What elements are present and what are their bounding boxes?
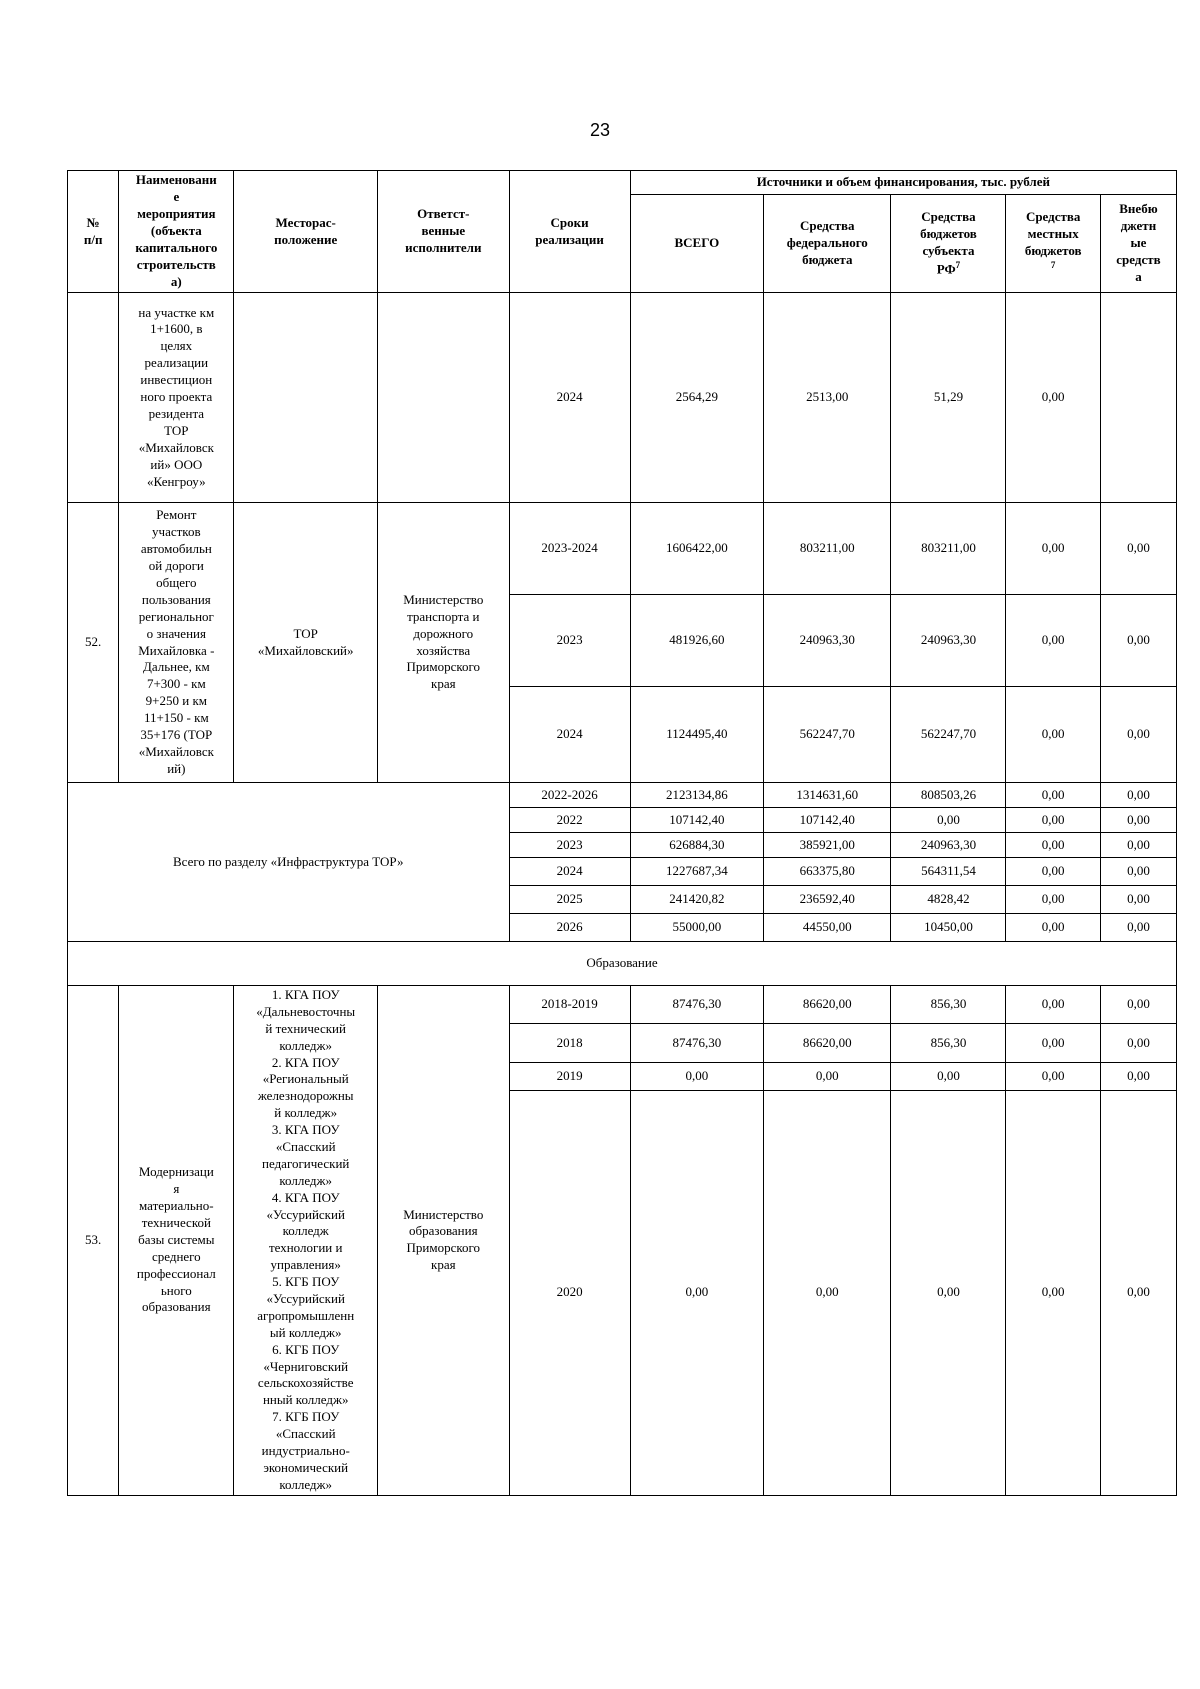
total-year: 2022-2026 (509, 783, 630, 808)
header-subject-footnote: 7 (955, 259, 961, 270)
row52-local: 0,00 (1006, 503, 1100, 595)
row52-num: 52. (68, 503, 119, 783)
row53-subject: 856,30 (891, 986, 1006, 1024)
row52-executor: Министерство транспорта и дорожного хозяйства Приморского края (378, 503, 509, 783)
row53-extra: 0,00 (1100, 1062, 1176, 1090)
row53-federal: 0,00 (764, 1062, 891, 1090)
table-row (68, 942, 1177, 986)
total-federal: 236592,40 (764, 886, 891, 914)
table-row (68, 986, 1177, 1024)
row53-subject: 0,00 (891, 1062, 1006, 1090)
row52-total: 1606422,00 (630, 503, 763, 595)
row52-subject: 803211,00 (891, 503, 1006, 595)
total-year: 2022 (509, 808, 630, 833)
row52-subject: 240963,30 (891, 595, 1006, 687)
row52-subject: 562247,70 (891, 687, 1006, 783)
total-total: 626884,30 (630, 833, 763, 858)
table-row (68, 503, 1177, 595)
total-year: 2025 (509, 886, 630, 914)
total-extra: 0,00 (1100, 783, 1176, 808)
total-subject: 4828,42 (891, 886, 1006, 914)
row53-local: 0,00 (1006, 1062, 1100, 1090)
total-year: 2024 (509, 858, 630, 886)
table-row (68, 783, 1177, 808)
total-local: 0,00 (1006, 858, 1100, 886)
table-row (68, 293, 1177, 503)
header-federal: Средства федерального бюджета (764, 195, 891, 293)
row52-federal: 240963,30 (764, 595, 891, 687)
header-subject-label: Средства бюджетов субъекта РФ (920, 209, 977, 277)
total-federal: 107142,40 (764, 808, 891, 833)
cont-executor (378, 293, 509, 503)
row52-total: 1124495,40 (630, 687, 763, 783)
total-local: 0,00 (1006, 833, 1100, 858)
row53-local: 0,00 (1006, 1024, 1100, 1062)
header-extra: Внебю джетн ые средств а (1100, 195, 1176, 293)
row52-total: 481926,60 (630, 595, 763, 687)
header-location: Месторас- положение (234, 171, 378, 293)
total-subject: 10450,00 (891, 914, 1006, 942)
row52-year: 2024 (509, 687, 630, 783)
total-federal: 1314631,60 (764, 783, 891, 808)
header-local (1006, 195, 1100, 293)
row52-extra: 0,00 (1100, 687, 1176, 783)
section-title: Образование (68, 942, 1177, 986)
row52-name: Ремонт участков автомобильн ой дороги общего пользования региональног о значения Михайловка - Дальнее, км 7+300 - км 9+250 и км 11+150 - км 35+176 (ТОР «Михайловск ий) (119, 503, 234, 783)
header-name: Наименовани е мероприятия (объекта капитального строительств а) (119, 171, 234, 293)
header-sources: Источники и объем финансирования, тыс. рублей (630, 171, 1176, 195)
total-subject: 0,00 (891, 808, 1006, 833)
row52-location: ТОР «Михайловский» (234, 503, 378, 783)
row52-federal: 562247,70 (764, 687, 891, 783)
total-local: 0,00 (1006, 808, 1100, 833)
cont-num (68, 293, 119, 503)
row53-num: 53. (68, 986, 119, 1496)
section-total-label: Всего по разделу «Инфраструктура ТОР» (68, 783, 510, 942)
row53-extra: 0,00 (1100, 986, 1176, 1024)
row53-total: 87476,30 (630, 986, 763, 1024)
header-executors: Ответст- венные исполнители (378, 171, 509, 293)
row53-executor: Министерство образования Приморского края (378, 986, 509, 1496)
total-total: 55000,00 (630, 914, 763, 942)
total-subject: 240963,30 (891, 833, 1006, 858)
row53-year: 2018 (509, 1024, 630, 1062)
cont-extra (1100, 293, 1176, 503)
total-local: 0,00 (1006, 886, 1100, 914)
row53-federal: 0,00 (764, 1091, 891, 1496)
row53-total: 87476,30 (630, 1024, 763, 1062)
header-terms: Сроки реализации (509, 171, 630, 293)
total-extra: 0,00 (1100, 808, 1176, 833)
header-num: № п/п (68, 171, 119, 293)
cont-total: 2564,29 (630, 293, 763, 503)
total-extra: 0,00 (1100, 886, 1176, 914)
total-year: 2023 (509, 833, 630, 858)
row53-federal: 86620,00 (764, 1024, 891, 1062)
total-extra: 0,00 (1100, 833, 1176, 858)
row53-year: 2018-2019 (509, 986, 630, 1024)
row52-federal: 803211,00 (764, 503, 891, 595)
cont-subject: 51,29 (891, 293, 1006, 503)
total-extra: 0,00 (1100, 858, 1176, 886)
total-total: 1227687,34 (630, 858, 763, 886)
header-local-footnote: 7 (1050, 259, 1056, 270)
cont-year: 2024 (509, 293, 630, 503)
row53-year: 2019 (509, 1062, 630, 1090)
total-total: 241420,82 (630, 886, 763, 914)
row52-extra: 0,00 (1100, 503, 1176, 595)
total-total: 2123134,86 (630, 783, 763, 808)
page-number: 23 (589, 120, 611, 140)
row52-year: 2023-2024 (509, 503, 630, 595)
header-total: ВСЕГО (630, 195, 763, 293)
row53-name: Модернизаци я материально- технической базы системы среднего профессионал ьного образования (119, 986, 234, 1496)
row52-extra: 0,00 (1100, 595, 1176, 687)
row53-total: 0,00 (630, 1062, 763, 1090)
row53-extra: 0,00 (1100, 1024, 1176, 1062)
header-local-label: Средства местных бюджетов (1024, 209, 1082, 258)
row53-subject: 856,30 (891, 1024, 1006, 1062)
row53-local: 0,00 (1006, 986, 1100, 1024)
total-total: 107142,40 (630, 808, 763, 833)
total-local: 0,00 (1006, 914, 1100, 942)
row53-location: 1. КГА ПОУ «Дальневосточны й технический колледж» 2. КГА ПОУ «Региональный железнодорожны й колледж» 3. КГА ПОУ «Спасский педагогический колледж» 4. КГА ПОУ «Уссурийский колледж технологии и управления» 5. КГБ ПОУ «Уссурийский агропромышленн ый колледж» 6. КГБ ПОУ «Черниговский сельскохозяйстве нный колледж» 7. КГБ ПОУ «Спасский индустриально- экономический колледж» (234, 986, 378, 1496)
cont-federal: 2513,00 (764, 293, 891, 503)
total-year: 2026 (509, 914, 630, 942)
total-extra: 0,00 (1100, 914, 1176, 942)
row52-year: 2023 (509, 595, 630, 687)
cont-local: 0,00 (1006, 293, 1100, 503)
total-subject: 564311,54 (891, 858, 1006, 886)
total-federal: 385921,00 (764, 833, 891, 858)
total-local: 0,00 (1006, 783, 1100, 808)
total-federal: 44550,00 (764, 914, 891, 942)
row53-subject: 0,00 (891, 1091, 1006, 1496)
row52-local: 0,00 (1006, 687, 1100, 783)
cont-location (234, 293, 378, 503)
total-subject: 808503,26 (891, 783, 1006, 808)
financing-table (67, 170, 1177, 1496)
row52-local: 0,00 (1006, 595, 1100, 687)
row53-year: 2020 (509, 1091, 630, 1496)
row53-total: 0,00 (630, 1091, 763, 1496)
cont-name: на участке км 1+1600, в целях реализации инвестицион ного проекта резидента ТОР «Михайловск ий» ООО «Кенгроу» (119, 293, 234, 503)
header-subject (891, 195, 1006, 293)
total-federal: 663375,80 (764, 858, 891, 886)
row53-local: 0,00 (1006, 1091, 1100, 1496)
row53-federal: 86620,00 (764, 986, 891, 1024)
row53-extra: 0,00 (1100, 1091, 1176, 1496)
